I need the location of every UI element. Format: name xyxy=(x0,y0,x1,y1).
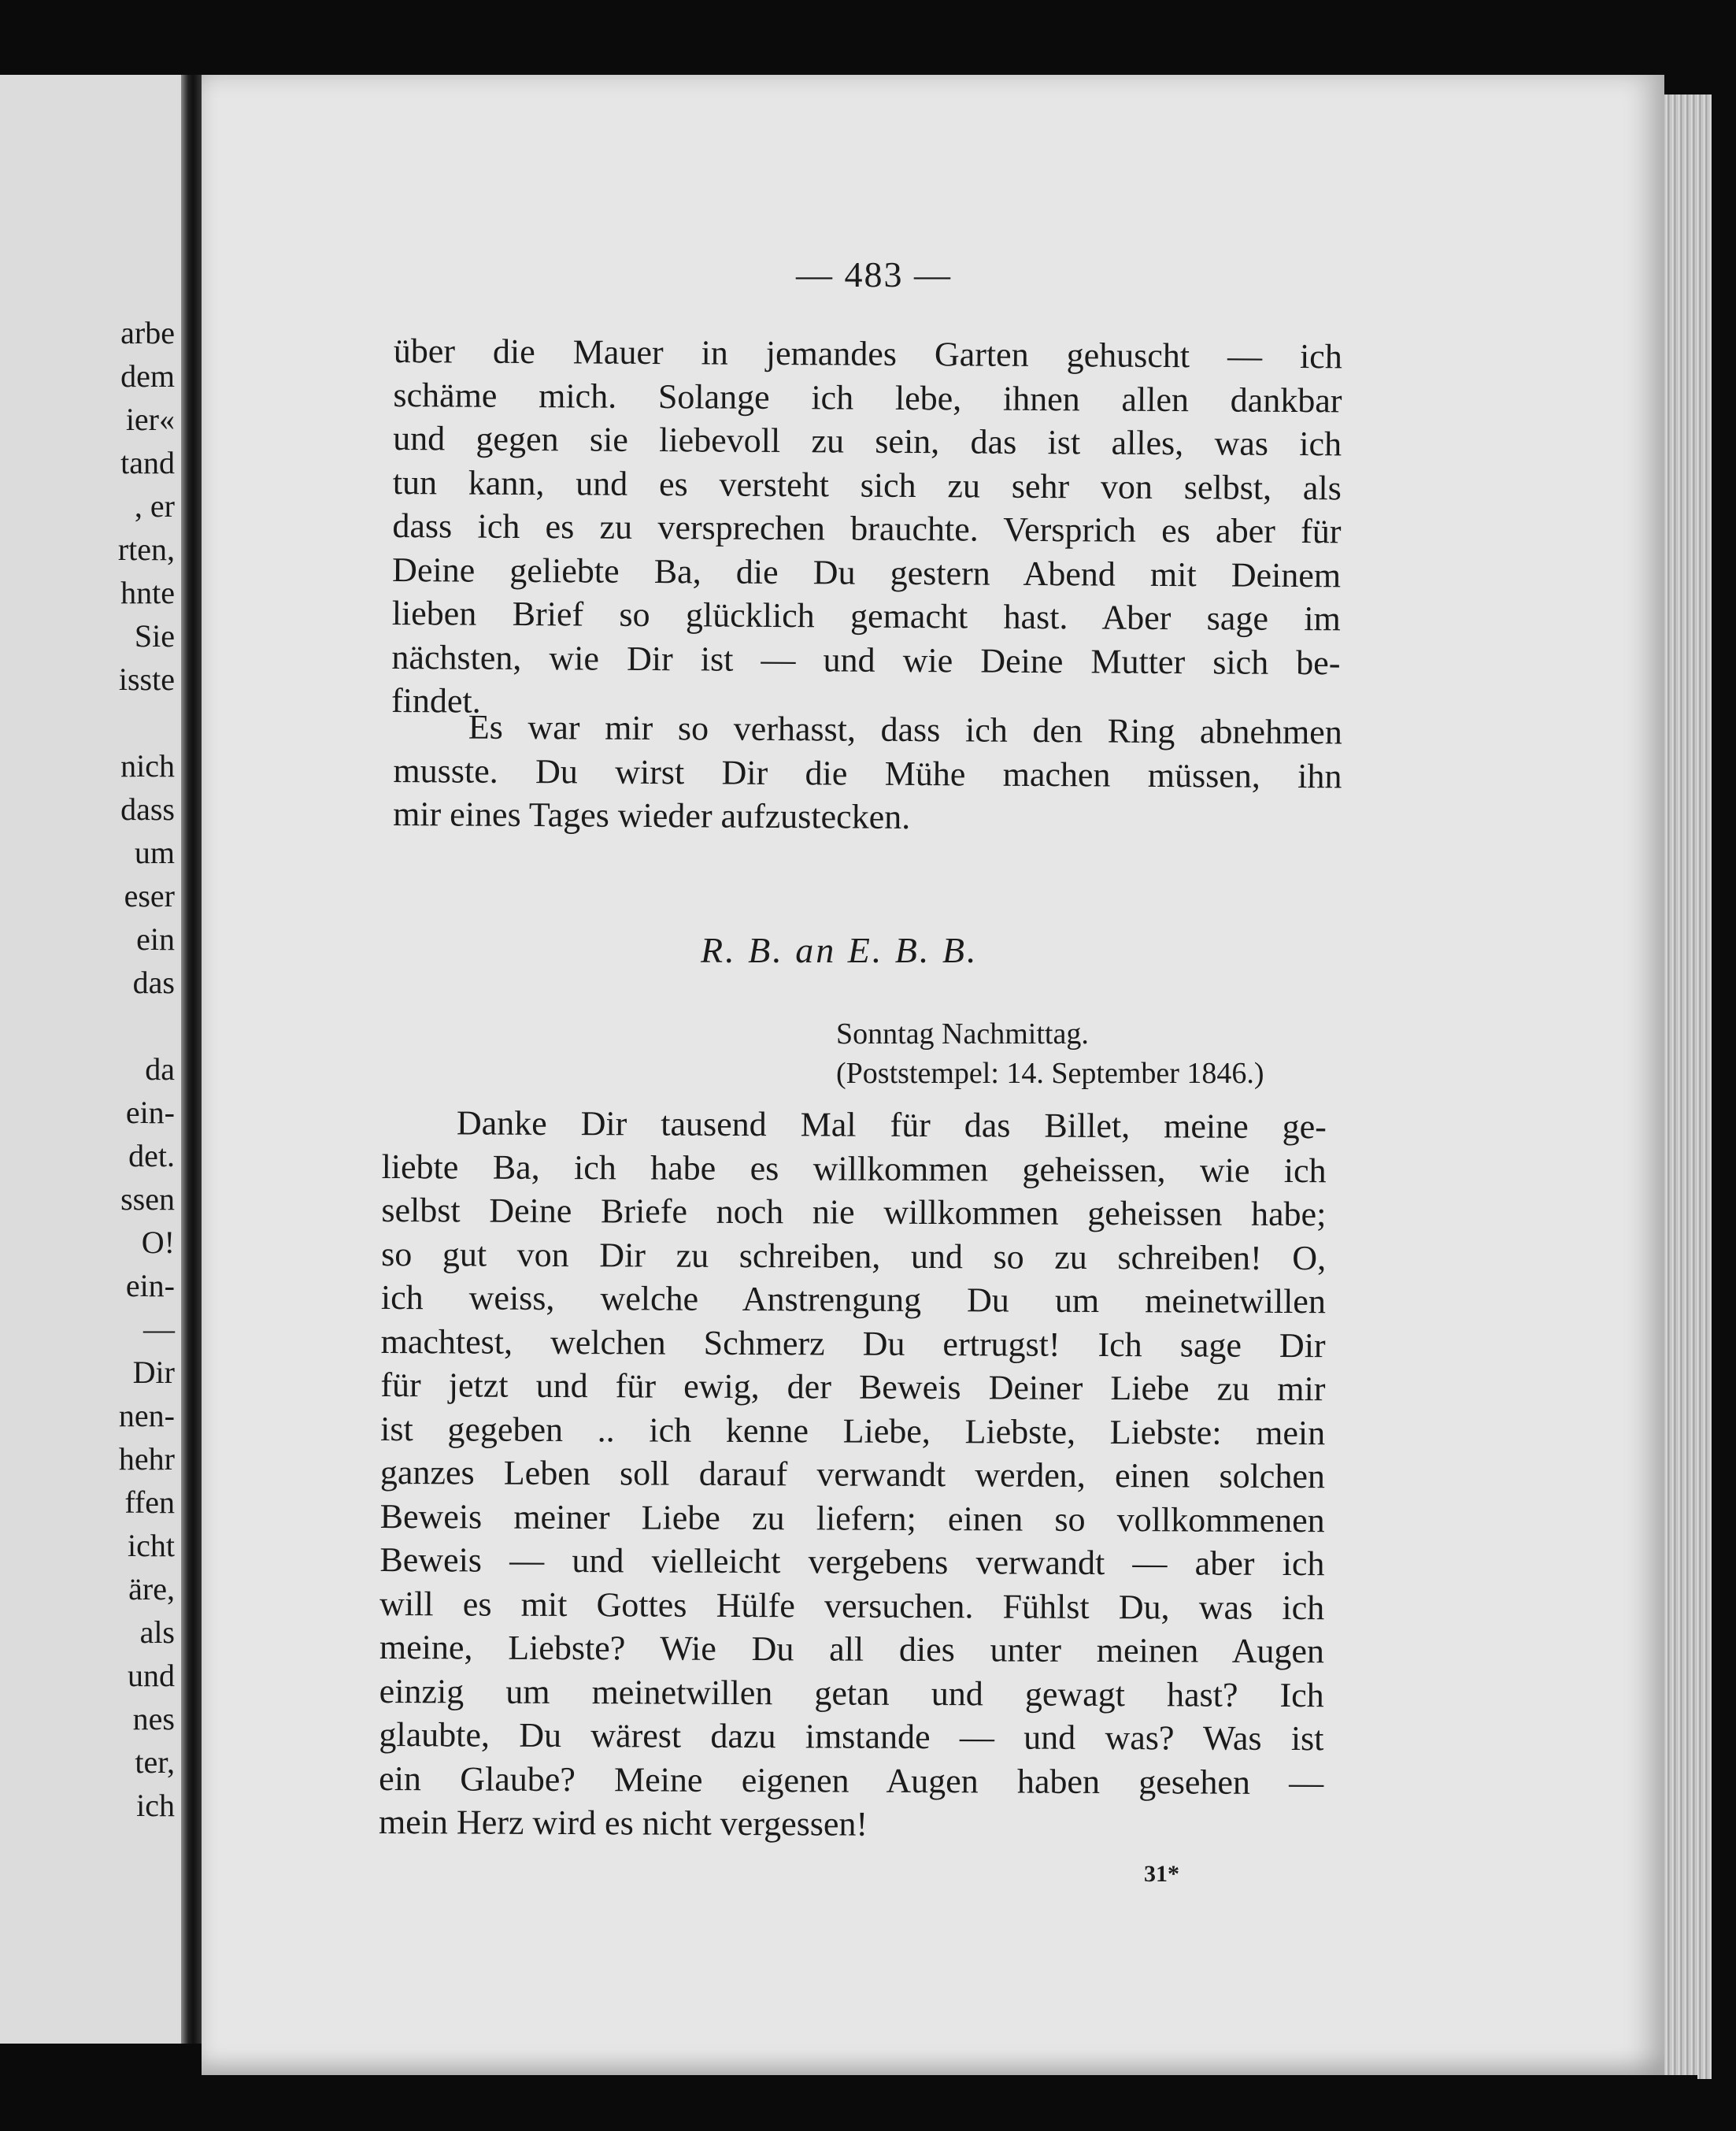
text-line: mir eines Tages wieder aufzustecken. xyxy=(393,794,911,837)
paragraph-1 xyxy=(391,329,1342,728)
text-line: tun kann, und es versteht sich zu sehr von selbst, als xyxy=(392,462,1342,507)
prev-line: icht xyxy=(128,1528,175,1563)
text-line: dass ich es zu versprechen brauchte. Versprich es aber für xyxy=(392,506,1342,551)
prev-line: dem xyxy=(120,358,175,394)
text-line: einzig um meinetwillen getan und gewagt hast? Ich xyxy=(379,1671,1324,1714)
letter-heading: R. B. an E. B. B. xyxy=(701,930,979,970)
prev-line: ier« xyxy=(125,402,175,437)
prev-line-gap xyxy=(0,701,175,744)
text-line: über die Mauer in jemandes Garten gehuscht — ich xyxy=(393,331,1342,376)
text-line: ich weiss, welche Anstrengung Du um meinetwillen xyxy=(380,1277,1327,1321)
prev-line: — xyxy=(143,1311,175,1347)
text-line: meine, Liebste? Wie Du all dies unter meinen Augen xyxy=(379,1627,1325,1671)
prev-line: ich xyxy=(136,1788,175,1823)
prev-line: hehr xyxy=(118,1441,175,1477)
prev-line: det. xyxy=(128,1138,175,1173)
previous-page-text xyxy=(0,311,175,1827)
text-line: ist gegeben .. ich kenne Liebe, Liebste, Liebste: mein xyxy=(380,1409,1326,1452)
prev-line: ffen xyxy=(124,1484,175,1520)
text-line: liebte Ba, ich habe es willkommen geheissen, wie ich xyxy=(381,1147,1327,1190)
letter-dateline xyxy=(836,1014,1340,1093)
text-line: selbst Deine Briefe noch nie willkommen geheissen habe; xyxy=(381,1190,1327,1234)
paragraph-2 xyxy=(393,705,1342,842)
text-line: nächsten, wie Dir ist — und wie Deine Mutter sich be- xyxy=(391,637,1341,682)
text-line: machtest, welchen Schmerz Du ertrugst! Ich sage Dir xyxy=(380,1321,1326,1365)
text-line: für jetzt und für ewig, der Beweis Deiner Liebe zu mir xyxy=(380,1365,1326,1409)
prev-line: isste xyxy=(118,662,175,697)
text-line: findet. xyxy=(391,680,481,721)
prev-line: rten, xyxy=(117,532,175,567)
previous-page-fragment xyxy=(0,75,181,2044)
prev-line: da xyxy=(145,1051,175,1087)
bottom-shadow xyxy=(202,2075,1697,2131)
text-line: schäme mich. Solange ich lebe, ihnen allen dankbar xyxy=(393,375,1342,420)
sheet-signature: 31* xyxy=(1144,1861,1179,1887)
dateline-day: Sonntag Nachmittag. xyxy=(836,1017,1089,1051)
text-line: so gut von Dir zu schreiben, und so zu schreiben! O, xyxy=(381,1234,1327,1277)
prev-line: ssen xyxy=(120,1181,175,1217)
page-number: — 483 — xyxy=(796,254,952,295)
prev-line: Sie xyxy=(134,618,175,654)
prev-line: ein- xyxy=(125,1095,175,1130)
prev-line: arbe xyxy=(120,315,175,350)
text-line: Beweis meiner Liebe zu liefern; einen so vollkommenen xyxy=(379,1496,1325,1540)
prev-line: tand xyxy=(120,445,175,480)
text-line: lieben Brief so glücklich gemacht hast. Aber sage im xyxy=(391,593,1341,639)
prev-line: äre, xyxy=(128,1571,175,1607)
prev-line: als xyxy=(139,1614,175,1650)
text-line: und gegen sie liebevoll zu sein, das ist alles, was ich xyxy=(393,418,1342,464)
dateline-postmark: (Poststempel: 14. September 1846.) xyxy=(836,1057,1264,1090)
prev-line: ein- xyxy=(125,1268,175,1303)
text-line: musste. Du wirst Dir die Mühe machen müssen, ihn xyxy=(393,750,1342,795)
text-line: glaubte, Du wärest dazu imstande — und was? Was ist xyxy=(379,1714,1324,1759)
prev-line: um xyxy=(134,835,175,870)
prev-line: , er xyxy=(134,488,175,524)
prev-line: O! xyxy=(141,1225,175,1260)
prev-line: ein xyxy=(136,921,175,957)
prev-line: nich xyxy=(120,748,175,784)
prev-line: ter, xyxy=(135,1744,175,1780)
page-stack-edge xyxy=(1664,95,1712,2079)
prev-line: eser xyxy=(124,878,175,914)
book-gutter xyxy=(181,75,202,2044)
prev-line: Dir xyxy=(132,1355,175,1390)
prev-line: hnte xyxy=(120,575,175,610)
text-line: ein Glaube? Meine eigenen Augen haben gesehen — xyxy=(379,1759,1324,1802)
prev-line: nen- xyxy=(118,1398,175,1433)
text-line: Es war mir so verhasst, dass ich den Ring abnehmen xyxy=(468,707,1342,752)
text-line: Beweis — und vielleicht vergebens verwandt — aber ich xyxy=(379,1540,1325,1584)
prev-line: dass xyxy=(120,791,175,827)
text-line: Danke Dir tausend Mal für das Billet, meine ge- xyxy=(456,1103,1327,1147)
letter-body xyxy=(379,1101,1327,1848)
prev-line-gap xyxy=(0,1004,175,1047)
text-line: Deine geliebte Ba, die Du gestern Abend mit Deinem xyxy=(391,550,1342,595)
text-line: ganzes Leben soll darauf verwandt werden, einen solchen xyxy=(379,1452,1326,1496)
text-line: mein Herz wird es nicht vergessen! xyxy=(378,1802,868,1844)
prev-line: nes xyxy=(132,1701,175,1736)
prev-line: das xyxy=(132,965,175,1000)
text-line: will es mit Gottes Hülfe versuchen. Fühlst Du, was ich xyxy=(379,1584,1325,1627)
prev-line: und xyxy=(128,1658,175,1693)
